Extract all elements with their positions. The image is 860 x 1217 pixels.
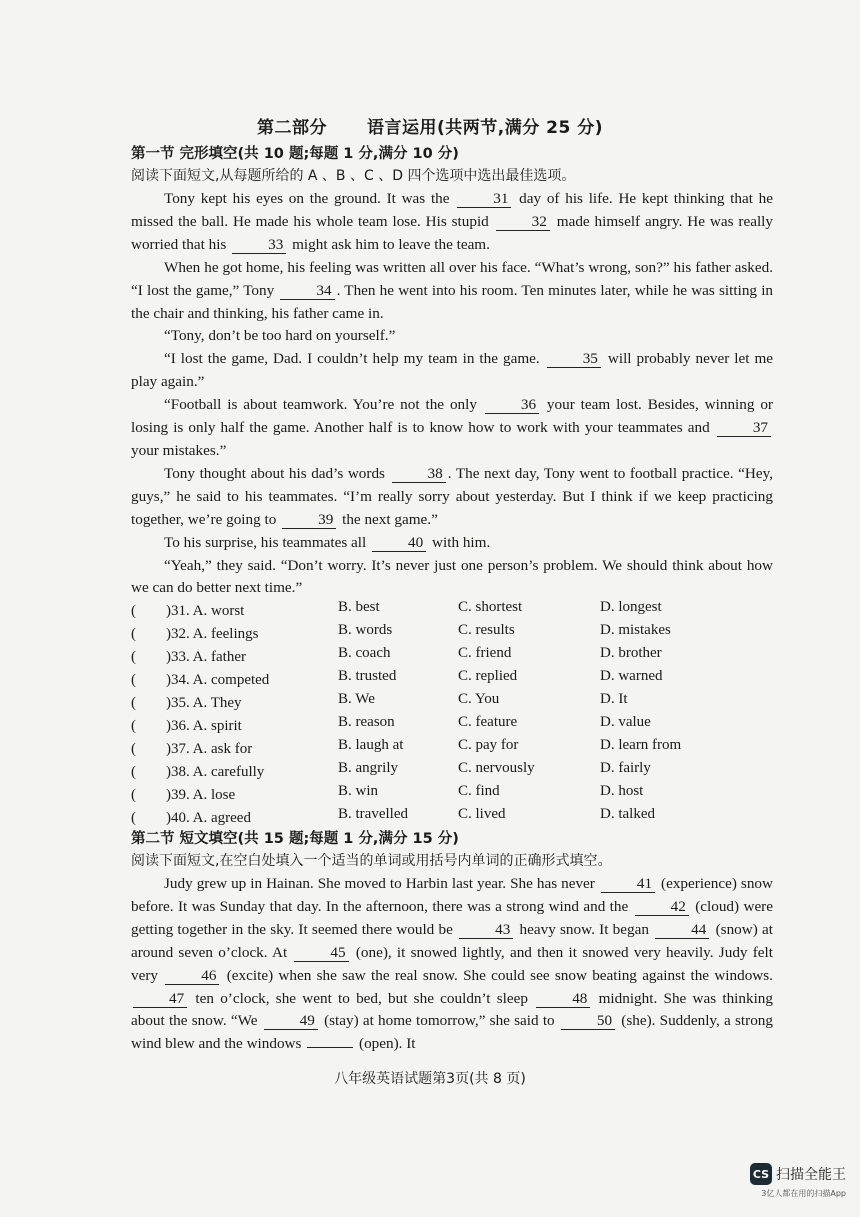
option-b: B. words [338, 622, 393, 638]
passage-text: heavy snow. It began [515, 920, 654, 938]
section1-heading: 第一节 完形填空(共 10 题;每题 1 分,满分 10 分) [131, 146, 459, 162]
option-a: ( )33. A. father [131, 649, 246, 665]
option-c: C. find [458, 783, 500, 799]
option-a: ( )34. A. competed [131, 672, 270, 688]
paragraph [131, 257, 773, 326]
option-c: C. pay for [458, 737, 519, 753]
answer-blank: 48 [536, 990, 590, 1008]
answer-blank: 35 [547, 350, 601, 368]
part-heading: 语言运用(共两节,满分 25 分) [367, 118, 603, 138]
passage-text: “Football is about teamwork. You’re not the only [164, 396, 483, 414]
option-row [131, 783, 771, 806]
passage-text: might ask him to leave the team. [288, 235, 490, 253]
option-a: ( )36. A. spirit [131, 718, 242, 734]
section1-instruction: 阅读下面短文,从每题所给的 A 、B 、C 、D 四个选项中选出最佳选项。 [131, 168, 576, 184]
answer-blank: 44 [655, 921, 709, 939]
camscanner-logo-icon: CS [750, 1163, 772, 1185]
option-d: D. learn from [600, 737, 682, 753]
passage-text: (experience) snow before. It was Sunday that day. In the afternoon, there was a strong wind and the [131, 875, 773, 915]
passage-text: (she). Suddenly, a strong wind blew and the windows [131, 1012, 773, 1053]
answer-blank: 38 [392, 465, 446, 483]
option-d: D. brother [600, 645, 662, 661]
answer-blank: 43 [459, 921, 513, 939]
passage-text: When he got home, his feeling was written all over his face. “What’s wrong, son?” his father asked. “I lost the game,” Tony [131, 258, 773, 299]
passage-text: your mistakes.” [131, 441, 227, 459]
answer-blank: 41 [601, 875, 655, 893]
passage-text: midnight. She was thinking about the snow. “We [131, 989, 773, 1030]
passage-text: the next game.” [338, 510, 438, 528]
passage-text: your team lost. Besides, winning or losing is only half the game. Another half is to know how to work with your teammates and [131, 396, 773, 437]
answer-blank: 42 [635, 898, 689, 916]
option-d: D. It [600, 691, 628, 707]
option-row [131, 645, 771, 668]
option-row [131, 622, 771, 645]
answer-blank: 37 [717, 419, 771, 437]
section2-heading: 第二节 短文填空(共 15 题;每题 1 分,满分 15 分) [131, 831, 459, 847]
answer-blank: 34 [280, 282, 334, 300]
option-c: C. friend [458, 645, 512, 661]
page-footer: 八年级英语试题第3页(共 8 页) [334, 1071, 526, 1087]
passage-text: Tony kept his eyes on the ground. It was the [164, 190, 456, 207]
answer-blank: 33 [232, 236, 286, 254]
option-row [131, 691, 771, 714]
option-c: C. replied [458, 668, 518, 684]
options-list [131, 599, 771, 829]
option-c: C. results [458, 622, 515, 638]
option-b: B. trusted [338, 668, 397, 684]
passage-text: (one), it snowed lightly, and then it snowed very heavily. Judy felt very [131, 943, 773, 984]
answer-blank: 40 [372, 534, 426, 552]
answer-blank: 36 [485, 396, 539, 414]
option-b: B. best [338, 599, 380, 615]
option-row [131, 737, 771, 760]
option-row [131, 668, 771, 691]
option-d: D. value [600, 714, 651, 730]
passage-text: (cloud) were getting together in the sky. It seemed there would be [131, 897, 773, 938]
option-c: C. shortest [458, 599, 523, 615]
passage-text: . The next day, Tony went to football practice. “Hey, guys,” he said to his teammates. “I’m really sorry about yesterday. But I think if we keep practicing together, we’re going to [131, 464, 773, 528]
option-d: D. talked [600, 806, 655, 822]
paragraph: “Yeah,” they said. “Don’t worry. It’s never just one person’s problem. We should think about how we can do better next time.” [131, 556, 773, 597]
option-b: B. coach [338, 645, 391, 661]
option-row [131, 806, 771, 829]
passage-text: (snow) at around seven o’clock. At [131, 920, 773, 961]
paragraph [131, 463, 773, 532]
answer-blank [307, 1047, 353, 1048]
option-d: D. warned [600, 668, 663, 684]
passage-text: (stay) at home tomorrow,” she said to [319, 1012, 559, 1030]
paragraph [131, 873, 773, 1056]
passage-text: (excite) when she saw the real snow. She could see snow beating against the windows. [221, 966, 773, 984]
option-b: B. We [338, 691, 375, 707]
answer-blank: 45 [294, 944, 348, 962]
option-a: ( )37. A. ask for [131, 741, 253, 757]
answer-blank: 50 [561, 1012, 615, 1030]
part-label: 第二部分 [257, 118, 327, 138]
passage-text: “I lost the game, Dad. I couldn’t help my team in the game. [164, 350, 545, 368]
option-a: ( )31. A. worst [131, 603, 245, 619]
passage-text: made himself angry. He was really worried that his [131, 212, 773, 253]
option-c: C. feature [458, 714, 518, 730]
passage-text: with him. [428, 533, 491, 551]
answer-blank: 39 [282, 511, 336, 529]
passage-text: Tony thought about his dad’s words [164, 464, 390, 482]
part-title [0, 113, 860, 138]
paragraph [131, 188, 773, 257]
answer-blank: 31 [457, 190, 511, 208]
option-c: C. lived [458, 806, 506, 822]
fill-in-passage [131, 873, 773, 1056]
option-d: D. longest [600, 599, 662, 615]
option-a: ( )40. A. agreed [131, 810, 251, 826]
option-b: B. angrily [338, 760, 398, 776]
option-c: C. You [458, 691, 500, 707]
section2-instruction: 阅读下面短文,在空白处填入一个适当的单词或用括号内单词的正确形式填空。 [131, 853, 612, 869]
passage-text: ten o’clock, she went to bed, but she couldn’t sleep [189, 989, 535, 1007]
passage-text: will probably never let me play again.” [131, 350, 774, 391]
option-row [131, 760, 771, 783]
option-a: ( )32. A. feelings [131, 626, 259, 642]
option-b: B. travelled [338, 806, 408, 822]
passage-text: . Then he went into his room. Ten minutes later, while he was sitting in the chair and thinking, his father came in. [131, 281, 774, 322]
answer-blank: 32 [496, 213, 550, 231]
option-a: ( )39. A. lose [131, 787, 236, 803]
paragraph [131, 532, 773, 555]
option-row [131, 714, 771, 737]
cloze-passage [131, 188, 773, 600]
scanner-watermark [750, 1163, 846, 1199]
option-a: ( )35. A. They [131, 695, 242, 711]
option-a: ( )38. A. carefully [131, 764, 265, 780]
option-d: D. mistakes [600, 622, 671, 638]
scanner-app-name: 扫描全能王 [776, 1167, 846, 1183]
option-d: D. host [600, 783, 644, 799]
option-d: D. fairly [600, 760, 651, 776]
option-c: C. nervously [458, 760, 535, 776]
answer-blank: 46 [165, 967, 219, 985]
passage-text: Judy grew up in Hainan. She moved to Harbin last year. She has never [164, 875, 599, 892]
passage-text: To his surprise, his teammates all [164, 533, 371, 551]
option-row [131, 599, 771, 622]
paragraph: “Tony, don’t be too hard on yourself.” [164, 327, 396, 345]
answer-blank: 49 [264, 1012, 318, 1030]
option-b: B. reason [338, 714, 395, 730]
answer-blank: 47 [133, 990, 187, 1008]
scanner-app-tagline: 3亿人都在用的扫描App [761, 1189, 846, 1198]
paragraph [131, 348, 773, 394]
option-b: B. laugh at [338, 737, 404, 753]
option-b: B. win [338, 783, 379, 799]
paragraph [131, 394, 773, 463]
passage-text: day of his life. He kept thinking that he missed the ball. He made his whole team lose. His stupid [131, 190, 773, 230]
passage-text: (open). It [355, 1035, 416, 1053]
